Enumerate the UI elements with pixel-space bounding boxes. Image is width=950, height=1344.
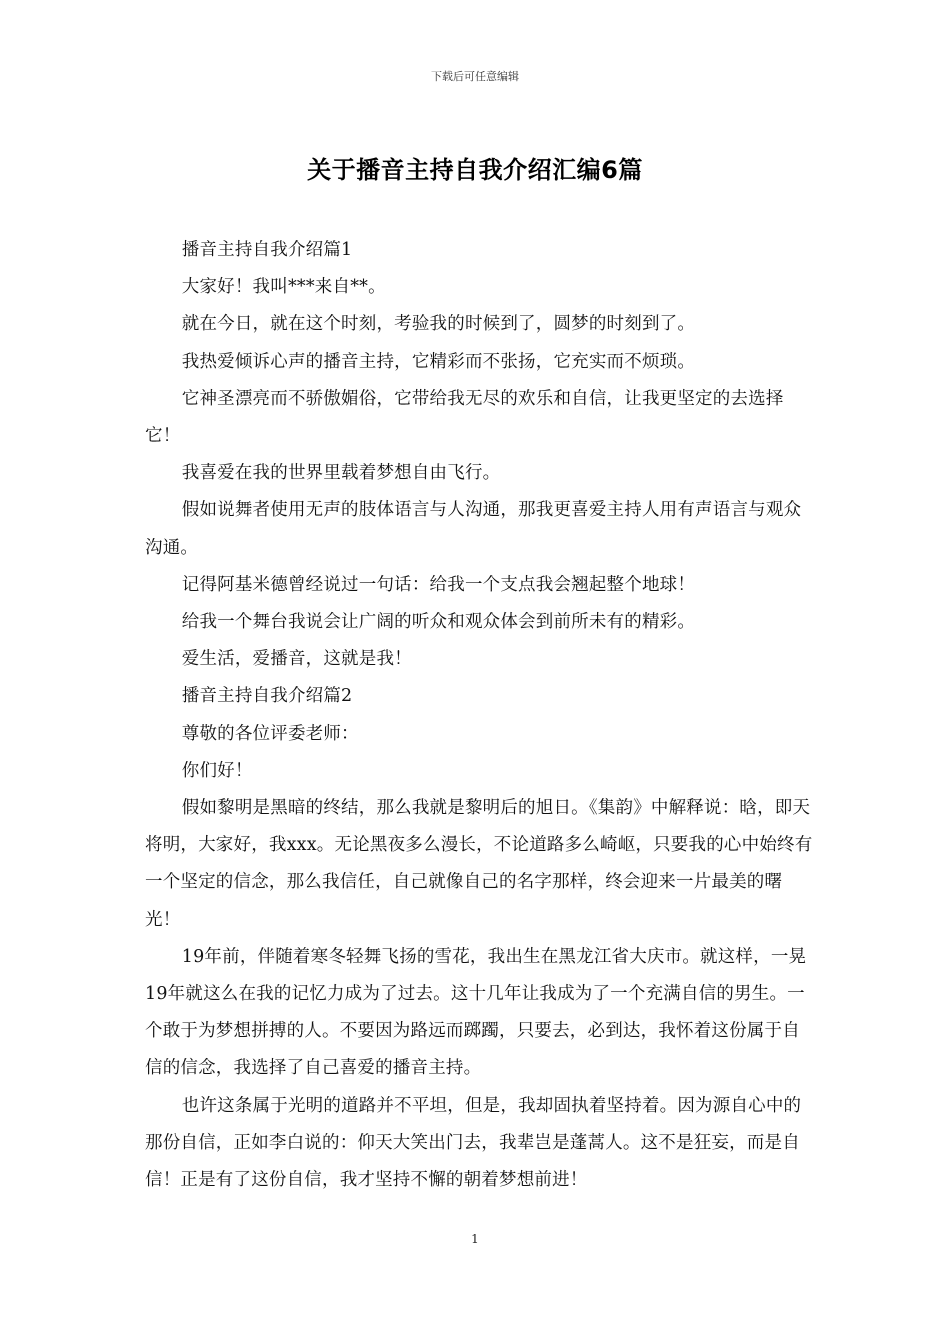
paragraph: 爱生活，爱播音，这就是我！ [181, 649, 412, 670]
paragraph: 你们好！ [181, 760, 253, 781]
paragraph: 给我一个舞台我说会让广阔的听众和观众体会到前所未有的精彩。 [181, 612, 696, 633]
paragraph: 尊敬的各位评委老师： [181, 723, 359, 744]
paragraph: 19年前，伴随着寒冬轻舞飞扬的雪花，我出生在黑龙江省大庆市。就这样，一晃19年就这么在我的记忆力成为了过去。这十几年让我成为了一个充满自信的男生。一个敢于为梦想拼搏的人。不要因为路远而踯躅，只要去，必到达，我怀着这份属于自信的信念，我选择了自己喜爱的播音主持。 [145, 946, 807, 1079]
paragraph: 就在今日，就在这个时刻，考验我的时候到了，圆梦的时刻到了。 [181, 314, 696, 335]
paragraph: 假如说舞者使用无声的肢体语言与人沟通，那我更喜爱主持人用有声语言与观众沟通。 [145, 500, 802, 558]
document-title: 关于播音主持自我介绍汇编6篇 [307, 156, 643, 184]
paragraph: 假如黎明是黑暗的终结，那么我就是黎明后的旭日。《集韵》中解释说：晗，即天将明，大家好，我xxx。无论黑夜多么漫长，不论道路多么崎岖，只要我的心中始终有一个坚定的信念，那么我信任，自己就像自己的名字那样，终会迎来一片最美的曙光！ [145, 798, 813, 930]
section-heading-1: 播音主持自我介绍篇1 [181, 240, 353, 260]
section-heading-2: 播音主持自我介绍篇2 [181, 686, 353, 707]
paragraph: 也许这条属于光明的道路并不平坦，但是，我却固执着坚持着。因为源自心中的那份自信，正如李白说的：仰天大笑出门去，我辈岂是蓬蒿人。这不是狂妄，而是自信！正是有了这份自信，我才坚持不懈的朝着梦想前进！ [145, 1095, 802, 1191]
paragraph: 我热爱倾诉心声的播音主持，它精彩而不张扬，它充实而不烦琐。 [181, 351, 696, 372]
paragraph: 记得阿基米德曾经说过一句话：给我一个支点我会翘起整个地球！ [181, 574, 696, 595]
paragraph: 大家好！我叫***来自**。 [181, 277, 386, 298]
paragraph: 我喜爱在我的世界里载着梦想自由飞行。 [181, 463, 501, 484]
document-body [145, 232, 817, 1199]
paragraph: 它神圣漂亮而不骄傲媚俗，它带给我无尽的欢乐和自信，让我更坚定的去选择它！ [145, 388, 784, 447]
page-number: 1 [471, 1232, 479, 1246]
header-note: 下载后可任意编辑 [431, 70, 519, 83]
